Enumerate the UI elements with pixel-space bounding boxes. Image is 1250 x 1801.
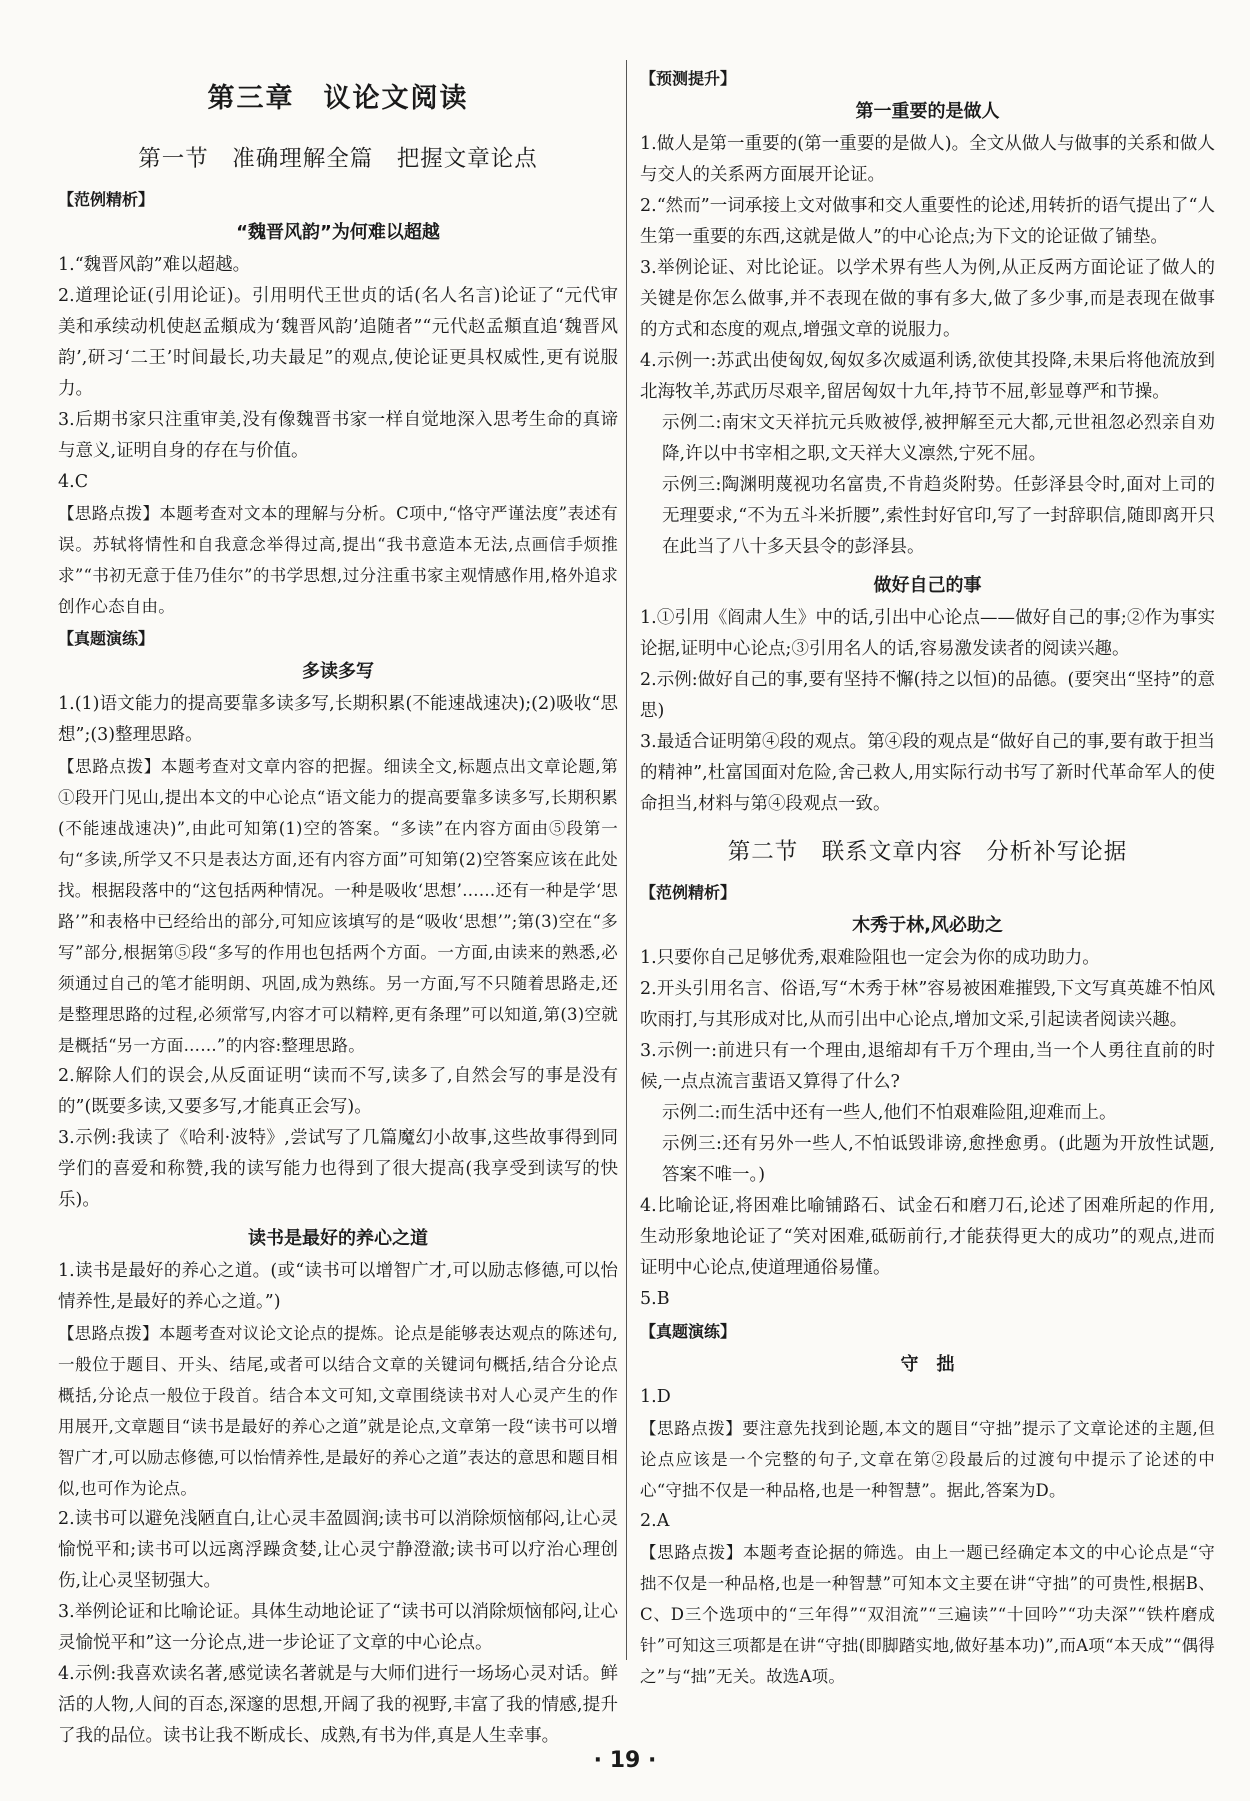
right-column <box>640 62 1215 1692</box>
answer-item: 3.示例一:前进只有一个理由,退缩却有千万个理由,当一个人勇往直前的时候,一点点流言蜚语又算得了什么? <box>640 1041 1215 1092</box>
answer-item: 2.解除人们的误会,从反面证明“读而不写,读多了,自然会写的事是没有的”(既要多读,又要多写,才能真正会写)。 <box>58 1066 618 1117</box>
tag-example-analysis: 【范例精析】 <box>58 190 155 209</box>
page-number: · 19 · <box>593 1748 657 1773</box>
left-column <box>58 62 618 1752</box>
answer-item: 1.只要你自己足够优秀,艰难险阻也一定会为你的成功助力。 <box>640 948 1100 968</box>
analysis-note: 【思路点拨】要注意先找到论题,本文的题目“守拙”提示了文章论述的主题,但论点应该是一个完整的句子,文章在第②段最后的过渡句中提示了论述的中心“守拙不仅是一种品格,也是一种智慧”。据此,答案为D。 <box>640 1419 1215 1500</box>
analysis-note: 【思路点拨】本题考查对议论文论点的提炼。论点是能够表达观点的陈述句,一般位于题目、开头、结尾,或者可以结合文章的关键词句概括,结合分论点概括,分论点一般位于段首。结合本文可知,文章围绕读书对人心灵产生的作用展开,文章题目“读书是最好的养心之道”就是论点,文章第一段“读书可以增智广才,可以励志修德,可以怡情养性,是最好的养心之道”表达的意思和题目相似,也可作为论点。 <box>58 1324 618 1498</box>
answer-item: 2.读书可以避免浅陋直白,让心灵丰盈圆润;读书可以消除烦恼郁闷,让心灵愉悦平和;读书可以远离浮躁贪婪,让心灵宁静澄澈;读书可以疗治心理创伤,让心灵坚韧强大。 <box>58 1509 618 1591</box>
answer-item: 1.(1)语文能力的提高要靠多读多写,长期积累(不能速战速决);(2)吸收“思想”;(3)整理思路。 <box>58 694 618 745</box>
column-divider <box>626 60 627 1660</box>
answer-item: 2.道理论证(引用论证)。引用明代王世贞的话(名人名言)论证了“元代审美和承续动机使赵孟頫成为‘魏晋风韵’追随者”“元代赵孟頫直追‘魏晋风韵’,研习‘二王’时间最长,功夫最足”的观点,使论证更具权威性,更有说服力。 <box>58 286 618 399</box>
answer-item: 3.后期书家只注重审美,没有像魏晋书家一样自觉地深入思考生命的真谛与意义,证明自身的存在与价值。 <box>58 410 618 461</box>
tag-practice: 【真题演练】 <box>640 1322 737 1341</box>
article-title: 守 拙 <box>900 1354 955 1375</box>
answer-item: 1.做人是第一重要的(第一重要的是做人)。全文从做人与做事的关系和做人与交人的关系两方面展开论证。 <box>640 134 1215 185</box>
answer-item: 1.“魏晋风韵”难以超越。 <box>58 255 251 275</box>
answer-item: 4.C <box>58 472 89 492</box>
answer-item: 1.①引用《阎肃人生》中的话,引出中心论点——做好自己的事;②作为事实论据,证明中心论点;③引用名人的话,容易激发读者的阅读兴趣。 <box>640 608 1215 659</box>
answer-item: 4.比喻论证,将困难比喻铺路石、试金石和磨刀石,论述了困难所起的作用,生动形象地论证了“笑对困难,砥砺前行,才能获得更大的成功”的观点,进而证明中心论点,使道理通俗易懂。 <box>640 1196 1215 1278</box>
analysis-note: 【思路点拨】本题考查对文本的理解与分析。C项中,“恪守严谨法度”表述有误。苏轼将情性和自我意念举得过高,提出“我书意造本无法,点画信手烦推求”“书初无意于佳乃佳尔”的书学思想,过分注重书家主观情感作用,格外追求创作心态自由。 <box>58 504 618 616</box>
article-title: “魏晋风韵”为何难以超越 <box>236 222 440 243</box>
article-title: 多读多写 <box>302 661 374 682</box>
tag-prediction: 【预测提升】 <box>640 69 737 88</box>
answer-item: 3.举例论证、对比论证。以学术界有些人为例,从正反两方面论证了做人的关键是你怎么做事,并不表现在做的事有多大,做了多少事,而是表现在做事的方式和态度的观点,增强文章的说服力。 <box>640 258 1215 340</box>
answer-item: 3.最适合证明第④段的观点。第④段的观点是“做好自己的事,要有敢于担当的精神”,杜富国面对危险,舍己救人,用实际行动书写了新时代革命军人的使命担当,材料与第④段观点一致。 <box>640 732 1215 814</box>
answer-item: 3.示例:我读了《哈利·波特》,尝试写了几篇魔幻小故事,这些故事得到同学们的喜爱和称赞,我的读写能力也得到了很大提高(我享受到读写的快乐)。 <box>58 1128 618 1210</box>
tag-example-analysis: 【范例精析】 <box>640 883 737 902</box>
answer-item: 1.读书是最好的养心之道。(或“读书可以增智广才,可以励志修德,可以怡情养性,是最好的养心之道。”) <box>58 1261 618 1312</box>
answer-item: 2.“然而”一词承接上文对做事和交人重要性的论述,用转折的语气提出了“人生第一重要的东西,这就是做人”的中心论点;为下文的论证做了铺垫。 <box>640 196 1215 247</box>
example-item: 示例三:陶渊明蔑视功名富贵,不肯趋炎附势。任彭泽县令时,面对上司的无理要求,“不为五斗米折腰”,索性封好官印,写了一封辞职信,随即离开只在此当了八十多天县令的彭泽县。 <box>662 475 1215 557</box>
analysis-note: 【思路点拨】本题考查对文章内容的把握。细读全文,标题点出文章论题,第①段开门见山,提出本文的中心论点“语文能力的提高要靠多读多写,长期积累(不能速战速决)”,由此可知第(1)空的答案。“多读”在内容方面由⑤段第一句“多读,所学又不只是表达方面,还有内容方面”可知第(2)空答案应该在此处找。根据段落中的“这包括两种情况。一种是吸收‘思想’……还有一种是学‘思路’”和表格中已经给出的部分,可知应该填写的是“吸收‘思想’”;第(3)空在“多写”部分,根据第⑤段“多写的作用也包括两个方面。一方面,由读来的熟悉,必须通过自己的笔才能明朗、巩固,成为熟练。另一方面,写不只随着思路走,还是整理思路的过程,必须常写,内容才可以精粹,更有条理”可以知道,第(3)空就是概括“另一方面……”的内容:整理思路。 <box>58 757 618 1055</box>
example-item: 示例二:南宋文天祥抗元兵败被俘,被押解至元大都,元世祖忽必烈亲自劝降,许以中书宰相之职,文天祥大义凛然,宁死不屈。 <box>662 413 1215 464</box>
answer-item: 4.示例一:苏武出使匈奴,匈奴多次威逼利诱,欲使其投降,未果后将他流放到北海牧羊,苏武历尽艰辛,留居匈奴十九年,持节不屈,彰显尊严和节操。 <box>640 351 1215 402</box>
example-item: 示例三:还有另外一些人,不怕诋毁诽谤,愈挫愈勇。(此题为开放性试题,答案不唯一。) <box>662 1134 1215 1185</box>
section-title-2: 第二节 联系文章内容 分析补写论据 <box>727 839 1128 865</box>
chapter-title: 第三章 议论文阅读 <box>207 83 469 114</box>
example-item: 示例二:而生活中还有一些人,他们不怕艰难险阻,迎难而上。 <box>662 1103 1117 1123</box>
article-title: 读书是最好的养心之道 <box>248 1228 428 1249</box>
answer-item: 2.示例:做好自己的事,要有坚持不懈(持之以恒)的品德。(要突出“坚持”的意思) <box>640 670 1215 721</box>
answer-item: 2.开头引用名言、俗语,写“木秀于林”容易被困难摧毁,下文写真英雄不怕风吹雨打,与其形成对比,从而引出中心论点,增加文采,引起读者阅读兴趣。 <box>640 979 1215 1030</box>
article-title: 木秀于林,风必助之 <box>852 915 1003 936</box>
answer-item: 3.举例论证和比喻论证。具体生动地论证了“读书可以消除烦恼郁闷,让心灵愉悦平和”这一分论点,进一步论证了文章的中心论点。 <box>58 1602 618 1653</box>
answer-item: 2.A <box>640 1511 670 1531</box>
tag-practice: 【真题演练】 <box>58 629 155 648</box>
article-title: 做好自己的事 <box>873 575 982 596</box>
answer-item: 1.D <box>640 1387 671 1407</box>
answer-item: 5.B <box>640 1289 670 1309</box>
answer-item: 4.示例:我喜欢读名著,感觉读名著就是与大师们进行一场场心灵对话。鲜活的人物,人间的百态,深邃的思想,开阔了我的视野,丰富了我的情感,提升了我的品位。读书让我不断成长、成熟,有书为伴,真是人生幸事。 <box>58 1664 618 1746</box>
analysis-note: 【思路点拨】本题考查论据的筛选。由上一题已经确定本文的中心论点是“守拙不仅是一种品格,也是一种智慧”可知本文主要在讲“守拙”的可贵性,根据B、C、D三个选项中的“三年得”“双泪流”“三遍读”“十回吟”“功夫深”“铁杵磨成针”可知这三项都是在讲“守拙(即脚踏实地,做好基本功)”,而A项“本天成”“偶得之”与“拙”无关。故选A项。 <box>640 1543 1215 1686</box>
article-title: 第一重要的是做人 <box>855 101 1000 122</box>
section-title-1: 第一节 准确理解全篇 把握文章论点 <box>138 146 538 172</box>
